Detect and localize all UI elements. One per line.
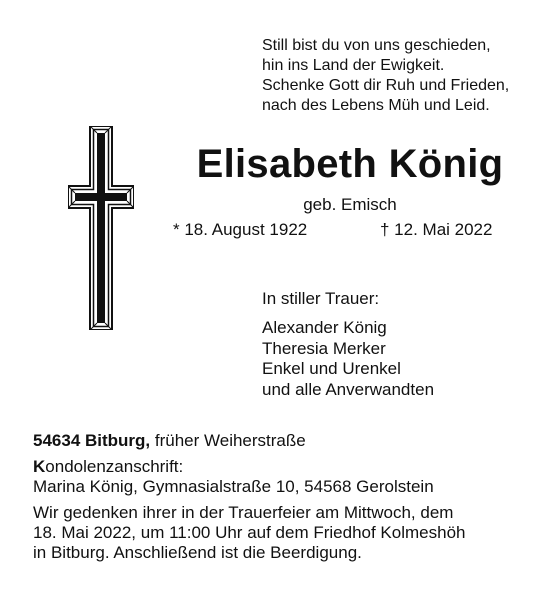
footer-info (33, 431, 533, 563)
poem-line: nach des Lebens Müh und Leid. (262, 97, 490, 114)
condolence-initial: K (33, 457, 46, 476)
condolence-address: Marina König, Gymnasialstraße 10, 54568 Gerolstein (33, 477, 434, 496)
former-address: früher Weiherstraße (150, 431, 306, 450)
city: 54634 Bitburg, (33, 431, 151, 450)
birth-date: * 18. August 1922 (173, 220, 308, 239)
address-line (33, 431, 533, 451)
mourner-name: Theresia Merker (262, 338, 386, 358)
service-line: Wir gedenken ihrer in der Trauerfeier am Mittwoch, dem (33, 503, 454, 522)
birth-name: geb. Emisch (303, 195, 397, 214)
poem-line: Schenke Gott dir Ruh und Frieden, (262, 77, 510, 94)
mourner-name: Alexander König (262, 318, 387, 337)
mourning-heading: In stiller Trauer: (262, 289, 380, 308)
poem-line: hin ins Land der Ewigkeit. (262, 57, 445, 74)
poem-line: Still bist du von uns geschieden, (262, 37, 491, 54)
death-date: † 12. Mai 2022 (380, 220, 493, 239)
deceased-name: Elisabeth König (196, 142, 504, 186)
poem (262, 36, 532, 116)
condolence-label: ondolenzanschrift: (45, 457, 184, 476)
cross-icon (68, 126, 134, 330)
service-line: 18. Mai 2022, um 11:00 Uhr auf dem Friedhof Kolmeshöh (33, 523, 466, 542)
service-text (33, 503, 533, 563)
mourner-name: Enkel und Urenkel (262, 359, 401, 378)
mourners-list (262, 318, 434, 400)
service-line: in Bitburg. Anschließend ist die Beerdigung. (33, 543, 362, 562)
condolence-heading (33, 457, 533, 477)
mourner-name: und alle Anverwandten (262, 379, 435, 399)
